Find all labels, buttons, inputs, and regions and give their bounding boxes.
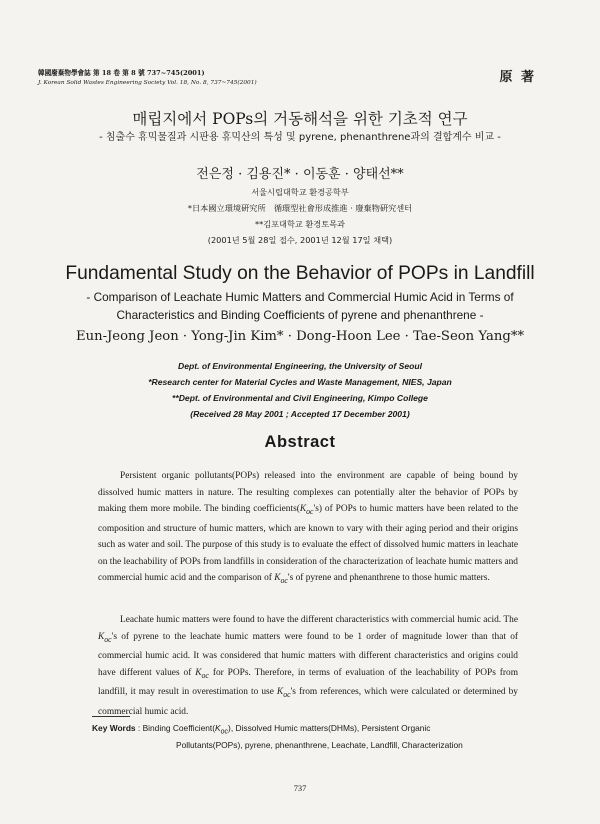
abstract-heading: Abstract — [264, 433, 336, 451]
keywords-label: Key Words — [92, 723, 136, 733]
affiliation-ko-1: 서울시립대학교 환경공학부 — [251, 187, 349, 197]
abstract-text: 's of pyrene to the leachate humic matters were found to be 1 order of magnitude lower than that of commercial humic acid. It was considered that humic matters with different characteristics and origins could have different values of — [98, 631, 518, 678]
koc-symbol: $K_{oc}$ — [276, 687, 291, 699]
abstract-text: 's of pyrene and phenanthrene to those humic matters. — [287, 573, 490, 584]
article-type-label: 原 著 — [499, 70, 536, 85]
affiliation-ko-2: *日本國立環境硏究所 循環型社會形成推進 · 廢棄物硏究센터 — [187, 203, 413, 213]
journal-name-en: J. Korean Solid Wastes Engineering Society Vol. 18, No. 8, 737~745(2001) — [38, 80, 257, 86]
title-korean: 매립지에서 POPs의 거동해석을 위한 기초적 연구 — [132, 110, 468, 128]
abstract-text: for POPs. Therefore, in terms of evaluation of the leachability of POPs from landfill, it may result in overestimation to use — [98, 667, 518, 698]
abstract-text: Persistent organic pollutants(POPs) released into the environment are capable of being bound by dissolved humic matters in nature. The resulting complexes can potentially alter the behavior of POPs by making them more mobile. The binding coefficients( — [98, 471, 518, 515]
received-date-ko: (2001년 5월 28일 접수, 2001년 12월 17일 채택) — [207, 235, 393, 245]
authors-english: Eun-Jeong Jeon · Yong-Jin Kim* · Dong-Hoon Lee · Tae-Seon Yang** — [75, 329, 525, 344]
page-number: 737 — [293, 784, 307, 793]
affiliation-en-3: **Dept. of Environmental and Civil Engineering, Kimpo College — [172, 393, 428, 403]
koc-symbol: $K_{oc}$ — [299, 504, 314, 517]
title-english: Fundamental Study on the Behavior of POPs in Landfill — [65, 263, 535, 284]
koc-symbol: $K_{oc}$ — [215, 723, 229, 736]
journal-name-ko: 韓國廢棄物學會誌 第 18 卷 第 8 號 737~745(2001) — [38, 69, 205, 77]
koc-symbol: $K_{oc}$ — [98, 631, 112, 644]
keywords-text: : Binding Coefficient( — [137, 723, 216, 733]
keywords — [92, 722, 512, 752]
affiliation-ko-3: **김포대학교 환경토목과 — [255, 219, 345, 229]
koc-symbol: $K_{oc}$ — [195, 667, 209, 680]
keywords-text: ), Dissolved Humic matters(DHMs), Persistent Organic — [228, 723, 431, 733]
received-date-en: (Received 28 May 2001 ; Accepted 17 December 2001) — [190, 409, 410, 419]
abstract-text: 's from references, which were calculated or determined by commercial humic acid. — [98, 687, 518, 717]
keywords-divider — [92, 716, 130, 717]
abstract-paragraph-1 — [98, 468, 518, 590]
keywords-text-line-2: Pollutants(POPs), pyrene, phenanthrene, Leachate, Landfill, Characterization — [176, 739, 463, 750]
subtitle-korean: - 침출수 휴믹물질과 시판용 휴믹산의 특성 및 pyrene, phenanthrene과의 결합계수 비교 - — [99, 132, 501, 143]
abstract-text: 's) of POPs to humic matters have been related to the composition and structure of humic matters, which are known to vary with their aging period and their origins such as water and soil. The purpose of this study is to evaluate the effect of dissolved humic matters in leachate on the leachability of POPs from landfills in consideration of the characterization of leachate humic matters and commercial humic acid and the comparison of — [98, 504, 518, 584]
abstract-text: Leachate humic matters were found to have the different characteristics with commercial humic acid. The — [120, 615, 518, 625]
journal-citation — [38, 68, 257, 88]
subtitle-english-line-2: Characteristics and Binding Coefficients of pyrene and phenanthrene - — [116, 308, 484, 322]
affiliation-en-1: Dept. of Environmental Engineering, the University of Seoul — [178, 361, 422, 371]
subtitle-english-line-1: - Comparison of Leachate Humic Matters and Commercial Humic Acid in Terms of — [86, 290, 514, 304]
koc-symbol: $K_{oc}$ — [274, 573, 288, 586]
abstract-paragraph-2 — [98, 612, 518, 720]
affiliation-en-2: *Research center for Material Cycles and Waste Management, NIES, Japan — [148, 377, 452, 387]
authors-korean: 전은정 · 김용진* · 이동훈 · 양태선** — [196, 167, 404, 182]
